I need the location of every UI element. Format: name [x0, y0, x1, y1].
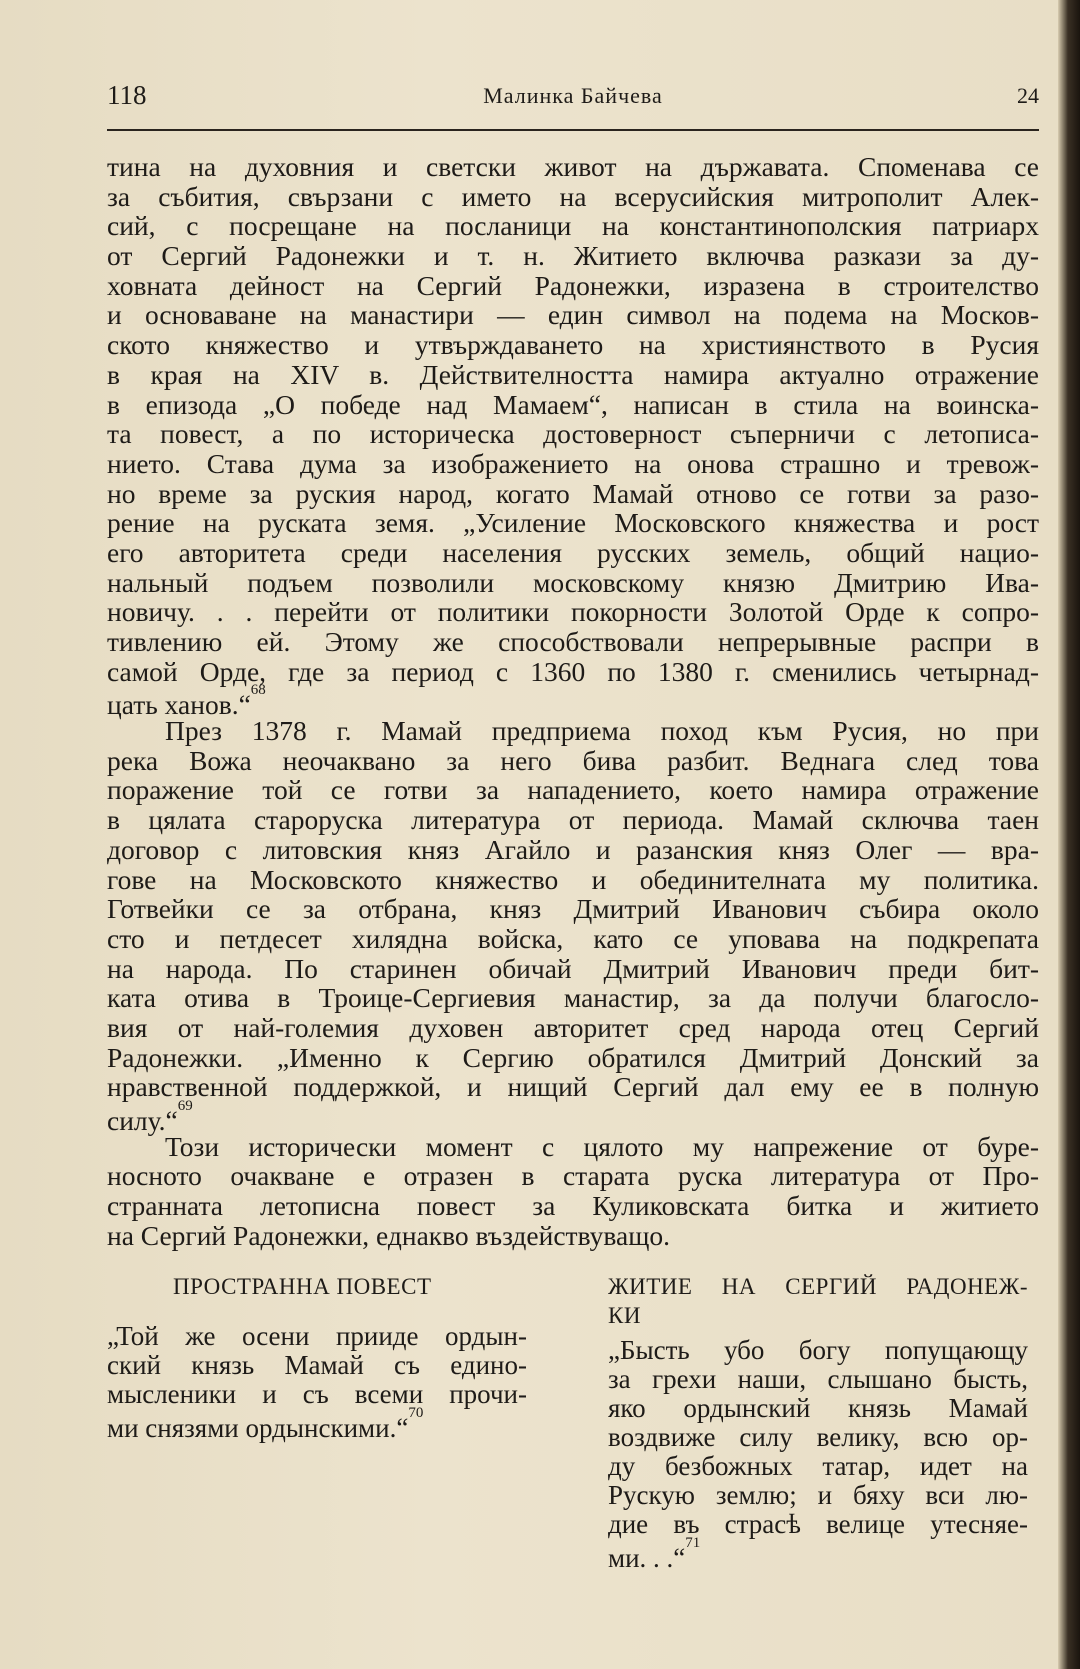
text-line: новичу. . . перейти от политики покорности Золотой Орде к сопро- — [107, 596, 1039, 628]
text-line: ското княжество и утвърждаването на християнството в Русия — [107, 329, 1039, 361]
quote-line: „Той же осени прииде ордын- — [107, 1321, 527, 1351]
text-line: цать ханов.“ — [107, 689, 251, 721]
quote-line-with-footnote — [107, 1405, 527, 1443]
text-line: Този исторически момент с цялото му напрежение от буре- — [165, 1130, 1039, 1162]
footnote-ref-71: 71 — [685, 1535, 701, 1551]
footnote-ref-69: 69 — [177, 1098, 193, 1114]
text-line: от Сергий Радонежки и т. н. Житието включва разкази за ду- — [107, 240, 1039, 272]
text-line-with-footnote — [107, 1098, 1039, 1137]
quote-line: воздвиже силу велику, всю ор- — [608, 1422, 1028, 1452]
text-line: нальный подъем позволили московскому князю Дмитрию Ива- — [107, 566, 1039, 598]
running-head-author: Малинка Байчева — [483, 83, 663, 108]
footnote-ref-70: 70 — [408, 1405, 424, 1421]
text-line: в края на XIV в. Действителността намира актуално отражение — [107, 358, 1039, 390]
footnote-ref-68: 68 — [250, 682, 266, 699]
text-line: тивлению ей. Этому же способствовали непрерывные распри в — [107, 626, 1039, 657]
text-line: Готвейки се за отбрана, княз Дмитрий Иванович събира около — [107, 893, 1039, 925]
book-binding-edge — [1058, 0, 1080, 1669]
running-header — [107, 80, 1039, 114]
text-line: та повест, а по историческа достоверност съперничи с летописа- — [107, 418, 1039, 450]
column-heading-text: ЖИТИЕ НА СЕРГИЙ РАДОНЕЖ- — [608, 1274, 1028, 1299]
quote-line: „Бысть убо богу попущающу — [608, 1335, 1028, 1365]
text-line: През 1378 г. Мамай предприема поход към Русия, но при — [165, 715, 1039, 747]
quote-line: мысленики и съ всеми прочи- — [107, 1379, 527, 1409]
text-line: рение на руската земя. „Усиление Московского княжества и рост — [107, 507, 1039, 539]
text-line: договор с литовския княз Агайло и разанския княз Олег — вра- — [107, 833, 1039, 865]
text-line: Радонежки. „Именно к Сергию обратился Дмитрий Донский за — [107, 1041, 1039, 1073]
text-line: за събития, свързани с името на всерусийския митрополит Алек- — [107, 180, 1039, 212]
text-line: поражение той се готви за нападението, което намира отражение — [107, 774, 1039, 806]
body-text — [107, 152, 1039, 1250]
text-line: сий, с посрещане на посланици на константинополския патриарх — [107, 210, 1039, 242]
header-rule — [107, 129, 1039, 131]
quote-line: за грехи наши, слышано бысть, — [608, 1364, 1028, 1394]
quote-line: ми снязями ордынскими.“ — [107, 1413, 409, 1443]
quote-line: ми. . .“ — [608, 1543, 686, 1573]
text-line: гове на Московското княжество и обединителната му политика. — [107, 863, 1039, 895]
section-number: 24 — [1017, 83, 1039, 108]
quote-line: ду безбожных татар, идет на — [608, 1451, 1028, 1481]
text-line: сто и петдесет хилядна войска, като се уповава на подкрепата — [107, 922, 1039, 954]
quote-line: яко ордынский князь Мамай — [608, 1393, 1028, 1423]
page-number: 118 — [107, 80, 147, 110]
quote-line-with-footnote — [608, 1535, 1028, 1573]
text-line: нравственной поддержкой, и нищий Сергий дал ему ее в полную — [107, 1071, 1039, 1103]
text-line: на Сергий Радонежки, еднакво въздействуващо. — [107, 1219, 670, 1251]
text-line: в епизода „О победе над Мамаем“, написан в стила на воинска- — [107, 388, 1039, 420]
text-line: нието. Става дума за изображението на онова страшно и тревож- — [107, 447, 1039, 479]
column-heading-text: ПРОСТРАННА ПОВЕСТ — [173, 1274, 432, 1299]
quote-line: ский князь Мамай съ едино- — [107, 1350, 527, 1380]
text-line: на народа. По старинен обичай Дмитрий Иванович преди бит- — [107, 952, 1039, 984]
text-line: тина на духовния и светски живот на държавата. Споменава се — [107, 151, 1039, 182]
quote-line: Рускую землю; и бяху вси лю- — [608, 1480, 1028, 1510]
text-line: в цялата староруска литература от периода. Мамай сключва таен — [107, 804, 1039, 836]
text-line: силу.“ — [107, 1105, 178, 1137]
text-line: но време за руския народ, когато Мамай отново се готви за разо- — [107, 477, 1039, 509]
text-line: вия от най-големия духовен авторитет сред народа отец Сергий — [107, 1011, 1039, 1043]
text-line: река Вожа неочаквано за него бива разбит. Веднага след това — [107, 744, 1039, 776]
parallel-column-left — [107, 1272, 527, 1443]
text-line: его авторитета среди населения русских земель, общий нацио- — [107, 536, 1039, 568]
text-line: самой Орде, где за период с 1360 по 1380 г. сменились четырнад- — [107, 655, 1039, 687]
text-line: странната летописна повест за Куликовската битка и житието — [107, 1190, 1039, 1222]
text-line: ховната дейност на Сергий Радонежки, изразена в строителство — [107, 269, 1039, 301]
text-line: ката отива в Троице-Сергиевия манастир, за да получи благосло- — [107, 982, 1039, 1014]
column-heading — [107, 1272, 527, 1301]
quote-line: дие въ страсѣ велице утесняе- — [608, 1509, 1028, 1539]
text-line-with-footnote — [107, 682, 1039, 721]
text-line: носното очакване е отразен в старата руска литература от Про- — [107, 1160, 1039, 1192]
column-heading — [608, 1272, 1028, 1330]
column-heading-text: КИ — [608, 1303, 641, 1328]
text-line: и основаване на манастири — един символ на подема на Москов- — [107, 299, 1039, 331]
parallel-column-right — [608, 1272, 1028, 1573]
